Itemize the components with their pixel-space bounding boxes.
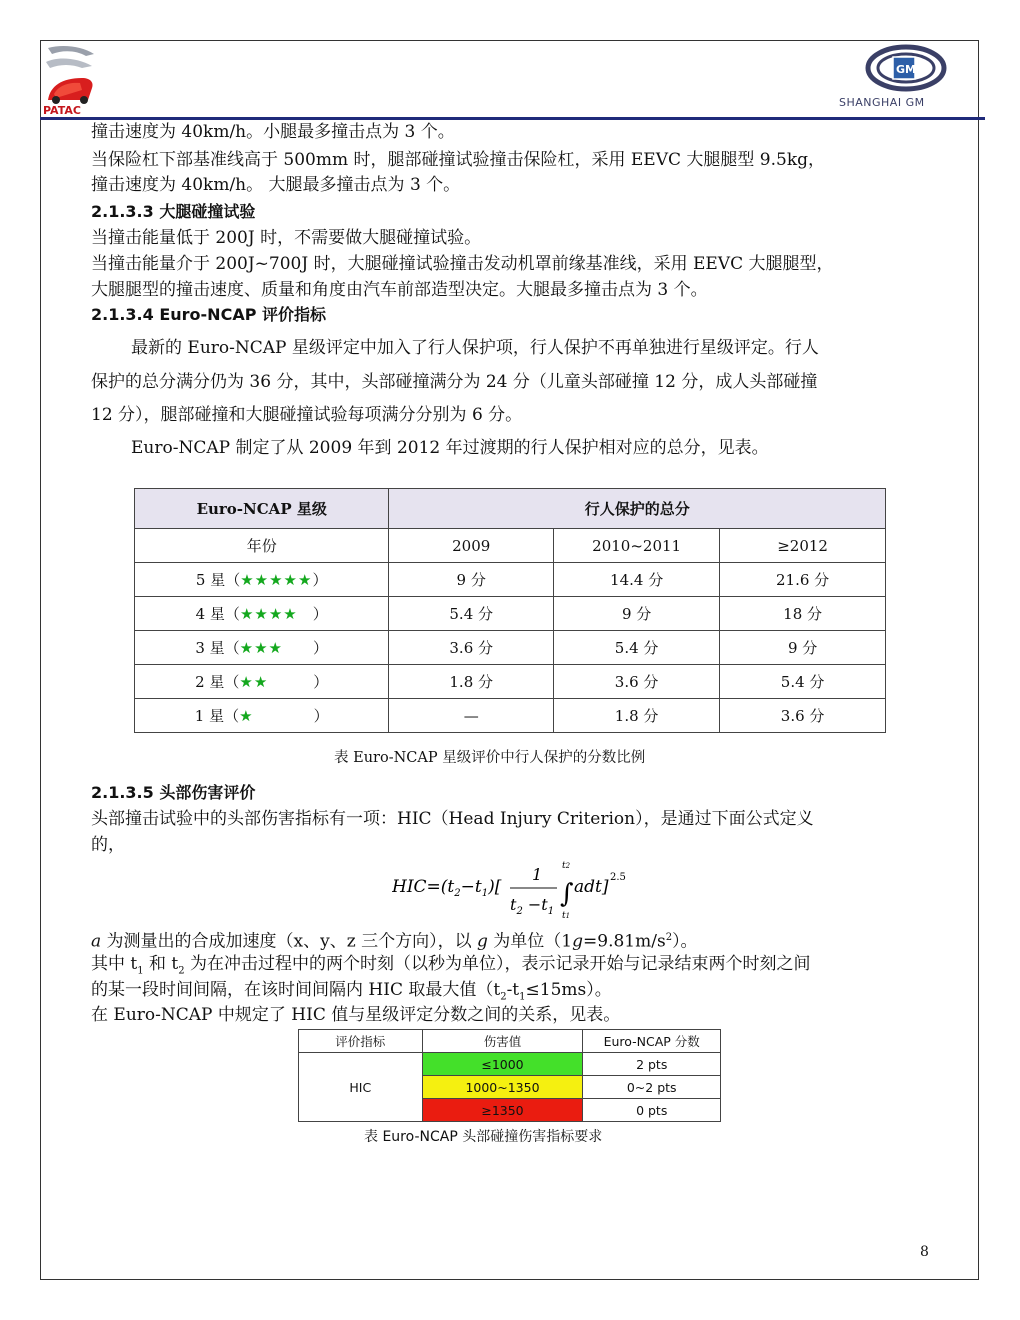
text-line: 的某一段时间间隔，在该时间间隔内 HIC 取最大值$(t_2-t_1\le 15ms)$。: [91, 980, 612, 1003]
text-line: 当撞击能量低于 200J 时，不需要做大腿碰撞试验。: [91, 228, 482, 248]
table-cell: 3.6 分: [554, 665, 720, 699]
table-cell: 1.8 分: [554, 699, 720, 733]
text-line: 其中 $t_1$ 和 $t_2$ 为在冲击过程中的两个时刻（以秒为单位），表示记录开始与记录结束两个时刻之间: [91, 954, 811, 977]
patac-logo: [42, 42, 98, 116]
text-line: Euro-NCAP 制定了从 2009 年到 2012 年过渡期的行人保护相对应的总分，见表。: [131, 438, 769, 458]
shanghai-gm-text: SHANGHAI GM: [839, 96, 925, 109]
hic-criteria-table: [298, 1029, 721, 1122]
svg-text:2.5: 2.5: [610, 872, 626, 883]
text-line: 12 分），腿部碰撞和大腿碰撞试验每项满分分别为 6 分。: [91, 405, 523, 425]
table-cell: 14.4 分: [554, 563, 720, 597]
svg-text:1: 1: [532, 865, 543, 884]
score-cell: 0 pts: [583, 1099, 721, 1122]
table-cell: 5.4 分: [554, 631, 720, 665]
section-heading-2134: 2.1.3.4 Euro-NCAP 评价指标: [91, 305, 326, 324]
table-cell: 5.4 分: [720, 665, 886, 699]
table-cell: 2010~2011: [554, 529, 720, 563]
svg-text:t2: t2: [562, 861, 571, 871]
section-heading-2133: 2.1.3.3 大腿碰撞试验: [91, 202, 256, 221]
table-cell: 9 分: [720, 631, 886, 665]
star-rating-cell: 4 星（★★★★ ）: [135, 597, 389, 631]
svg-text:t2 −t1: $t_2 -t_1$: [510, 895, 555, 917]
star-rating-cell: 3 星（★★★ ）: [135, 631, 389, 665]
table-caption: 表 Euro-NCAP 星级评价中行人保护的分数比例: [334, 750, 646, 766]
patac-logo-text: PATAC: [43, 104, 81, 116]
injury-range-cell: ≥1350: [422, 1099, 583, 1122]
section-heading-2135: 2.1.3.5 头部伤害评价: [91, 783, 256, 802]
table-header-cell: Euro-NCAP 分数: [583, 1030, 721, 1053]
star-icons: ★★★: [239, 639, 283, 657]
star-rating-cell: 2 星（★★ ）: [135, 665, 389, 699]
text-line: 头部撞击试验中的头部伤害指标有一项：HIC（Head Injury Criterion），是通过下面公式定义: [91, 809, 814, 829]
table-row: [135, 631, 886, 665]
table-row: [299, 1053, 721, 1076]
table-cell: 9 分: [389, 563, 554, 597]
table-header-cell: 评价指标: [299, 1030, 423, 1053]
gm-badge-text: GM: [896, 63, 916, 76]
header-rule: [40, 117, 985, 120]
table-cell: 9 分: [554, 597, 720, 631]
star-rating-cell: 5 星（★★★★★）: [135, 563, 389, 597]
table-cell: —: [389, 699, 554, 733]
hic-label-cell: HIC: [299, 1053, 423, 1122]
star-icons: ★★★★★: [240, 571, 313, 589]
table-cell: 5.4 分: [389, 597, 554, 631]
score-cell: 0~2 pts: [583, 1076, 721, 1099]
table-cell: 3.6 分: [389, 631, 554, 665]
table-cell: 3.6 分: [720, 699, 886, 733]
svg-text:HIC=(t2−t1)[: $HIC=(t_2-t_1)$[: [392, 877, 502, 899]
text-line: 保护的总分满分仍为 36 分，其中，头部碰撞满分为 24 分（儿童头部碰撞 12 分，成人头部碰撞: [91, 372, 818, 392]
table-header-cell: Euro-NCAP 星级: [135, 489, 389, 529]
table-header-cell: 行人保护的总分: [389, 489, 886, 529]
svg-text:t1: t1: [562, 911, 571, 920]
shanghai-gm-logo: [834, 42, 980, 112]
star-rating-cell: 1 星（★ ）: [135, 699, 389, 733]
table-row: [135, 665, 886, 699]
table-cell: 18 分: [720, 597, 886, 631]
injury-range-cell: 1000~1350: [422, 1076, 583, 1099]
table-row: [135, 563, 886, 597]
table-row: [135, 597, 886, 631]
text-line: a 为测量出的合成加速度（x、y、z 三个方向），以 g 为单位$(1g=9.81m/s^2)$。: [91, 931, 698, 952]
text-line: 的，: [91, 835, 125, 855]
svg-text:∫: ∫: [560, 879, 574, 909]
page-number: 8: [920, 1244, 929, 1260]
text-line: 当撞击能量介于 200J~700J 时，大腿碰撞试验撞击发动机罩前缘基准线，采用 EEVC 大腿腿型，: [91, 254, 834, 274]
text-line: 在 Euro-NCAP 中规定了 HIC 值与星级评定分数之间的关系，见表。: [91, 1005, 621, 1025]
table-row: [135, 699, 886, 733]
text-line: 撞击速度为 40km/h。小腿最多撞击点为 3 个。: [91, 122, 455, 142]
text-line: 撞击速度为 40km/h。 大腿最多撞击点为 3 个。: [91, 175, 461, 195]
table-cell: 21.6 分: [720, 563, 886, 597]
text-line: 大腿腿型的撞击速度、质量和角度由汽车前部造型决定。大腿最多撞击点为 3 个。: [91, 280, 708, 300]
table-caption: 表 Euro-NCAP 头部碰撞伤害指标要求: [364, 1129, 603, 1145]
table-header-cell: 伤害值: [422, 1030, 583, 1053]
text-line: 最新的 Euro-NCAP 星级评定中加入了行人保护项，行人保护不再单独进行星级评定。行人: [131, 338, 819, 358]
score-cell: 2 pts: [583, 1053, 721, 1076]
injury-range-cell: ≤1000: [422, 1053, 583, 1076]
star-icons: ★★: [239, 673, 269, 691]
star-icons: ★★★★: [239, 605, 298, 623]
svg-text:adt]: adt]: [574, 877, 609, 897]
table-cell: 2009: [389, 529, 554, 563]
table-cell: ≥2012: [720, 529, 886, 563]
text-line: 当保险杠下部基准线高于 500mm 时，腿部碰撞试验撞击保险杠，采用 EEVC 大腿腿型 9.5kg，: [91, 150, 826, 170]
table-cell: 年份: [135, 529, 389, 563]
star-icons: ★: [239, 707, 254, 725]
table-cell: 1.8 分: [389, 665, 554, 699]
hic-formula: [392, 858, 632, 920]
star-score-table: [134, 488, 886, 733]
